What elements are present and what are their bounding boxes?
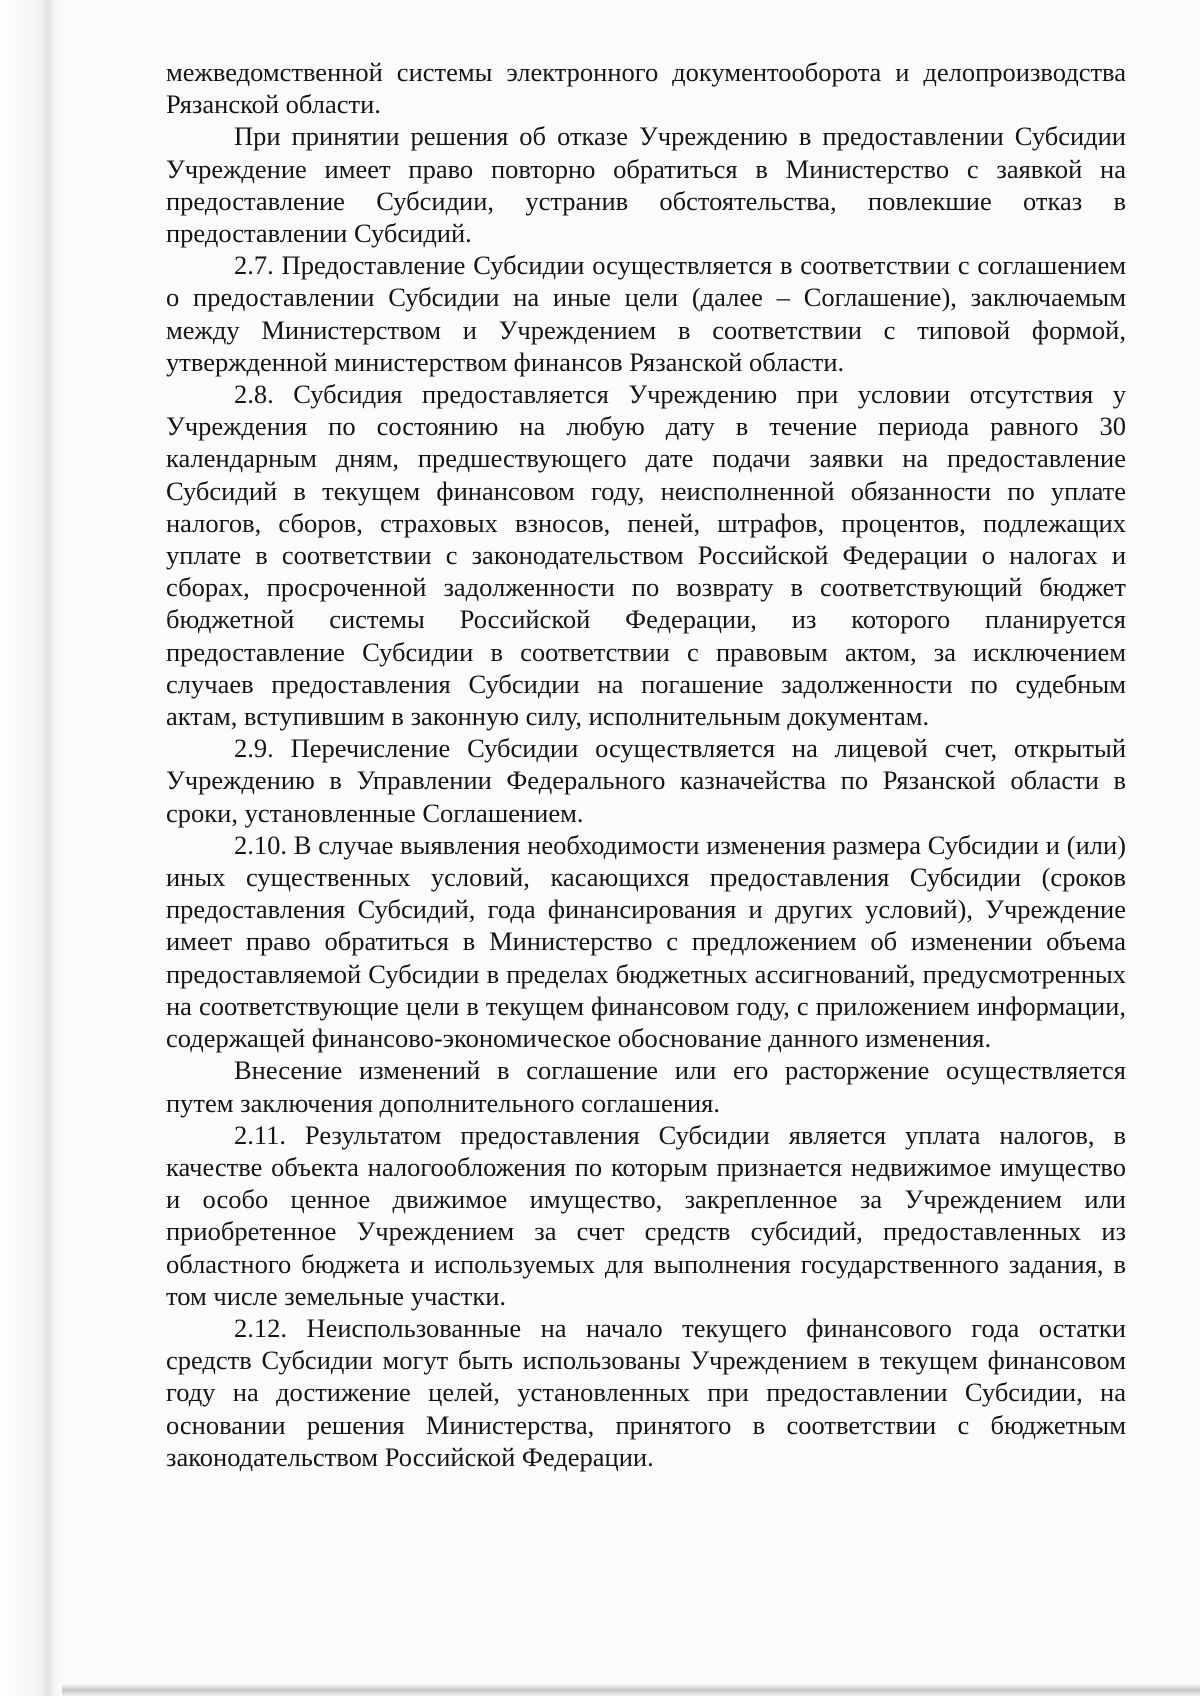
paragraph-amendments: Внесение изменений в соглашение или его расторжение осуществляется путем заключения дополнительного соглашения. xyxy=(166,1055,1126,1118)
scan-bottom-edge xyxy=(62,1684,1200,1696)
paragraph-2-7: 2.7. Предоставление Субсидии осуществляется в соответствии с соглашением о предоставлении Субсидии на иные цели (далее – Соглашение), заключаемым между Министерством и Учреждением в соответствии с типовой формой, утвержденной министерством финансов Рязанской области. xyxy=(166,250,1126,377)
document-body xyxy=(166,56,1126,1473)
paragraph-refusal-reapply: При принятии решения об отказе Учреждению в предоставлении Субсидии Учреждение имеет право повторно обратиться в Министерство с заявкой на предоставление Субсидии, устранив обстоятельства, повлекшие отказ в предоставлении Субсидий. xyxy=(166,121,1126,249)
paragraph-continuation: межведомственной системы электронного документооборота и делопроизводства Рязанской области. xyxy=(166,57,1126,120)
paragraph-2-10: 2.10. В случае выявления необходимости изменения размера Субсидии и (или) иных существенных условий, касающихся предоставления Субсидии (сроков предоставления Субсидий, года финансирования и других условий), Учреждение имеет право обратиться в Министерство с предложением об изменении объема предоставляемой Субсидии в пределах бюджетных ассигнований, предусмотренных на соответствующие цели в текущем финансовом году, с приложением информации, содержащей финансово-экономическое обоснование данного изменения. xyxy=(166,829,1126,1054)
paragraph-2-8: 2.8. Субсидия предоставляется Учреждению при условии отсутствия у Учреждения по состоянию на любую дату в течение периода равного 30 календарным дням, предшествующего дате подачи заявки на предоставление Субсидий в текущем финансовом году, неисполненной обязанности по уплате налогов, сборов, страховых взносов, пеней, штрафов, процентов, подлежащих уплате в соответствии с законодательством Российской Федерации о налогах и сборах, просроченной задолженности по возврату в соответствующий бюджет бюджетной системы Российской Федерации, из которого планируется предоставление Субсидии в соответствии с правовым актом, за исключением случаев предоставления Субсидии на погашение задолженности по судебным актам, вступившим в законную силу, исполнительным документам. xyxy=(166,379,1126,732)
paragraph-2-12: 2.12. Неиспользованные на начало текущего финансового года остатки средств Субсидии могут быть использованы Учреждением в текущем финансовом году на достижение целей, установленных при предоставлении Субсидии, на основании решения Министерства, принятого в соответствии с бюджетным законодательством Российской Федерации. xyxy=(166,1312,1126,1472)
paragraph-2-11: 2.11. Результатом предоставления Субсидии является уплата налогов, в качестве объекта налогообложения по которым признается недвижимое имущество и особо ценное движимое имущество, закрепленное за Учреждением или приобретенное Учреждением за счет средств субсидий, предоставленных из областного бюджета и используемых для выполнения государственного задания, в том числе земельные участки. xyxy=(166,1119,1126,1311)
paragraph-2-9: 2.9. Перечисление Субсидии осуществляется на лицевой счет, открытый Учреждению в Управлении Федерального казначейства по Рязанской области в сроки, установленные Соглашением. xyxy=(166,733,1126,828)
scan-left-edge xyxy=(0,0,62,1696)
